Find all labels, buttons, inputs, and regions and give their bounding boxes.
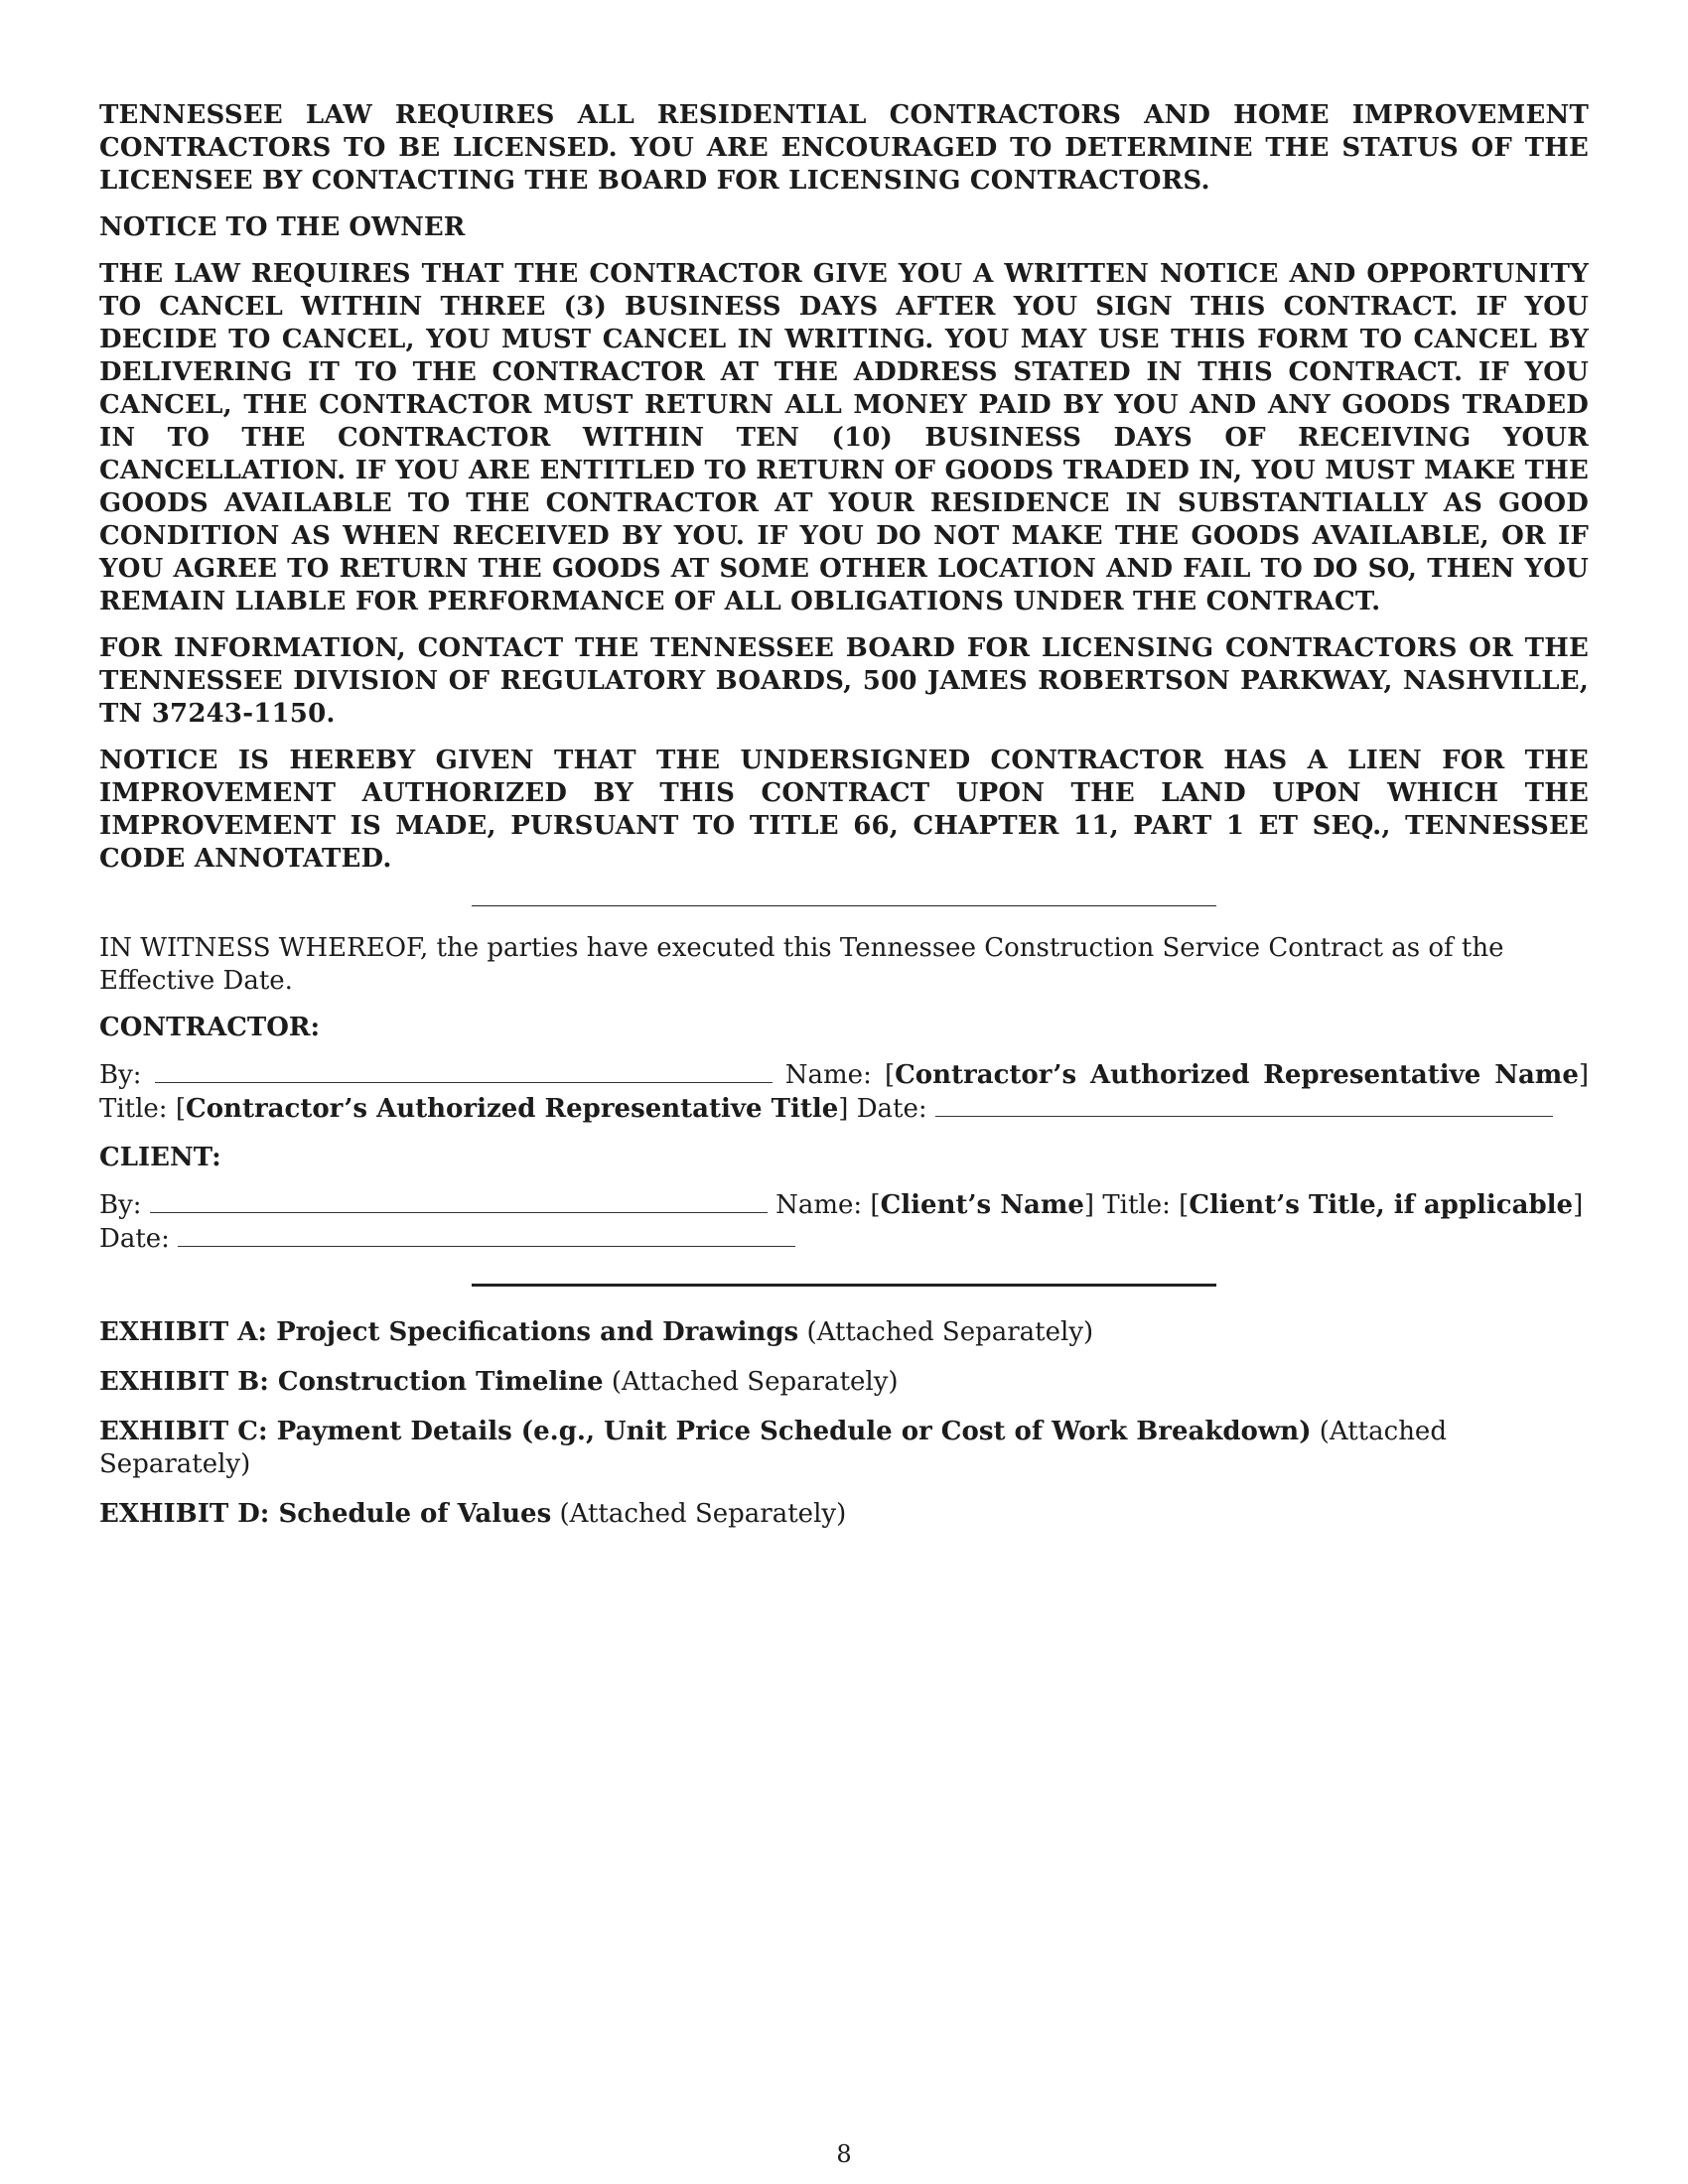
client-date-line[interactable]: [178, 1224, 795, 1247]
client-date-label: Date:: [99, 1224, 170, 1254]
document-page: [99, 99, 1589, 1548]
contractor-title-value: Contractor’s Authorized Representative Title: [186, 1094, 839, 1124]
exhibit-item: [99, 1366, 1589, 1399]
client-signature-line[interactable]: [150, 1190, 768, 1213]
contractor-name-label: Name:: [784, 1060, 872, 1090]
exhibit-note: (Attached Separately): [611, 1367, 899, 1397]
lien-notice: NOTICE IS HEREBY GIVEN THAT THE UNDERSIGNED CONTRACTOR HAS A LIEN FOR THE IMPROVEMENT AUTHORIZED BY THIS CONTRACT UPON THE LAND UPON WHICH THE IMPROVEMENT IS MADE, PURSUANT TO TITLE 66, CHAPTER 11, PART 1 ET SEQ., TENNESSEE CODE ANNOTATED.: [99, 746, 1589, 874]
exhibit-list: [99, 1316, 1589, 1531]
exhibit-label: EXHIBIT A: Project Specifications and Drawings: [99, 1317, 799, 1347]
information-notice: FOR INFORMATION, CONTACT THE TENNESSEE BOARD FOR LICENSING CONTRACTORS OR THE TENNESSEE DIVISION OF REGULATORY BOARDS, 500 JAMES ROBERTSON PARKWAY, NASHVILLE, TN 37243-1150.: [99, 633, 1589, 729]
page-number: 8: [836, 2140, 852, 2168]
exhibit-label: EXHIBIT C: Payment Details (e.g., Unit Price Schedule or Cost of Work Breakdown): [99, 1417, 1312, 1446]
divider-bottom: [472, 1284, 1216, 1287]
client-by-label: By:: [99, 1190, 142, 1220]
exhibit-item: [99, 1498, 1589, 1531]
exhibit-note: (Attached Separately): [806, 1317, 1094, 1347]
owner-notice-heading: NOTICE TO THE OWNER: [99, 212, 466, 242]
exhibit-note: (Attached Separately): [559, 1499, 847, 1529]
client-name-label: Name:: [775, 1190, 863, 1220]
exhibit-label: EXHIBIT B: Construction Timeline: [99, 1367, 604, 1397]
client-title-value: Client’s Title, if applicable: [1189, 1190, 1574, 1220]
client-title-label: Title:: [1102, 1190, 1171, 1220]
licensing-notice: TENNESSEE LAW REQUIRES ALL RESIDENTIAL CONTRACTORS AND HOME IMPROVEMENT CONTRACTORS TO BE LICENSED. YOU ARE ENCOURAGED TO DETERMINE THE STATUS OF THE LICENSEE BY CONTACTING THE BOARD FOR LICENSING CONTRACTORS.: [99, 100, 1589, 196]
contractor-signature-line[interactable]: [155, 1060, 773, 1083]
cancellation-notice: THE LAW REQUIRES THAT THE CONTRACTOR GIVE YOU A WRITTEN NOTICE AND OPPORTUNITY TO CANCEL WITHIN THREE (3) BUSINESS DAYS AFTER YOU SIGN THIS CONTRACT. IF YOU DECIDE TO CANCEL, YOU MUST CANCEL IN WRITING. YOU MAY USE THIS FORM TO CANCEL BY DELIVERING IT TO THE CONTRACTOR AT THE ADDRESS STATED IN THIS CONTRACT. IF YOU CANCEL, THE CONTRACTOR MUST RETURN ALL MONEY PAID BY YOU AND ANY GOODS TRADED IN TO THE CONTRACTOR WITHIN TEN (10) BUSINESS DAYS OF RECEIVING YOUR CANCELLATION. IF YOU ARE ENTITLED TO RETURN OF GOODS TRADED IN, YOU MUST MAKE THE GOODS AVAILABLE TO THE CONTRACTOR AT YOUR RESIDENCE IN SUBSTANTIALLY AS GOOD CONDITION AS WHEN RECEIVED BY YOU. IF YOU DO NOT MAKE THE GOODS AVAILABLE, OR IF YOU AGREE TO RETURN THE GOODS AT SOME OTHER LOCATION AND FAIL TO DO SO, THEN YOU REMAIN LIABLE FOR PERFORMANCE OF ALL OBLIGATIONS UNDER THE CONTRACT.: [99, 259, 1589, 616]
client-name-value: Client’s Name: [880, 1190, 1084, 1220]
exhibit-label: EXHIBIT D: Schedule of Values: [99, 1499, 552, 1529]
exhibit-note: (Attached Separately): [99, 1417, 1447, 1479]
divider-top: [472, 905, 1216, 906]
contractor-by-label: By:: [99, 1060, 142, 1090]
contractor-signature-block: By: Name: [Contractor’s Authorized Representative Name] Title: [Contractor’s Authorized Representative Title] Date:: [99, 1060, 1590, 1124]
witness-statement: IN WITNESS WHEREOF, the parties have executed this Tennessee Construction Service Contract as of the Effective Date.: [99, 933, 1504, 996]
contractor-date-line[interactable]: [935, 1094, 1553, 1117]
contractor-date-label: Date:: [856, 1094, 927, 1124]
client-heading: CLIENT:: [99, 1143, 221, 1172]
contractor-title-label: Title:: [99, 1094, 168, 1124]
exhibit-item: [99, 1316, 1589, 1349]
contractor-name-value: Contractor’s Authorized Representative Name: [895, 1060, 1579, 1090]
contractor-heading: CONTRACTOR:: [99, 1013, 321, 1042]
exhibit-item: [99, 1416, 1589, 1481]
client-signature-block: By: Name: [Client’s Name] Title: [Client’s Title, if applicable] Date:: [99, 1190, 1584, 1254]
